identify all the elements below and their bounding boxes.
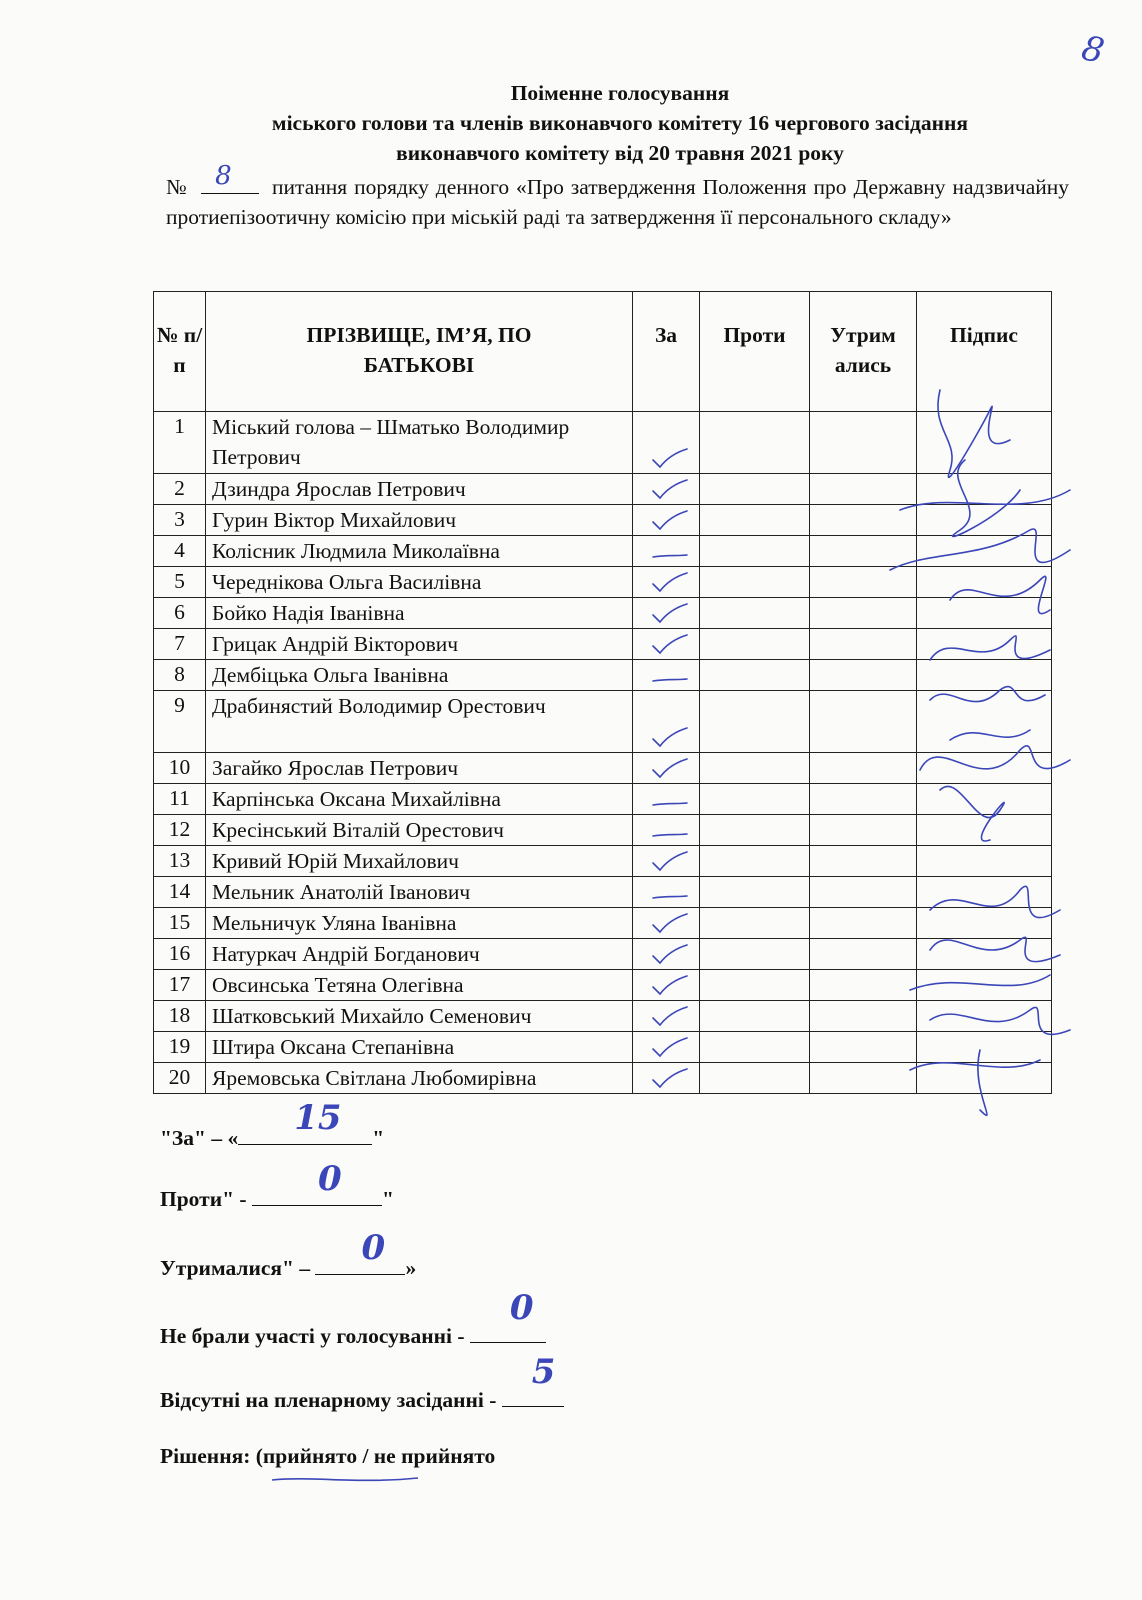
row-signature: [917, 412, 1052, 474]
row-vote-abstain: [810, 1032, 917, 1063]
row-vote-for: [633, 629, 700, 660]
table-row: [154, 536, 1052, 567]
agenda-item: [166, 161, 1070, 232]
checkmark-icon: [651, 1006, 689, 1028]
checkmark-icon: [651, 510, 689, 532]
row-signature: [917, 629, 1052, 660]
row-vote-against: [700, 1001, 810, 1032]
row-signature: [917, 970, 1052, 1001]
row-name: Кривий Юрій Михайлович: [206, 846, 633, 877]
col-header-signature: Підпис: [917, 292, 1052, 412]
table-row: [154, 784, 1052, 815]
row-number: 8: [154, 660, 206, 691]
row-signature: [917, 660, 1052, 691]
doc-subtitle: міського голови та членів виконавчого комітету 16 чергового засідання: [271, 111, 969, 135]
row-vote-against: [700, 815, 810, 846]
row-number: 17: [154, 970, 206, 1001]
table-row: [154, 1063, 1052, 1094]
row-vote-abstain: [810, 753, 917, 784]
tally-abstain-label: Утрималися" –: [160, 1256, 316, 1280]
row-vote-against: [700, 846, 810, 877]
row-signature: [917, 877, 1052, 908]
tally-against-close: ": [381, 1187, 394, 1211]
row-vote-against: [700, 567, 810, 598]
tally-against: [160, 1159, 394, 1212]
row-signature: [917, 908, 1052, 939]
checkmark-icon: [651, 603, 689, 625]
row-vote-for: [633, 846, 700, 877]
doc-title: Поіменне голосування: [510, 81, 730, 105]
page-number-handwritten: 8: [1078, 28, 1108, 72]
tally-absent-label: Відсутні на пленарному засіданні -: [160, 1388, 502, 1412]
row-vote-abstain: [810, 846, 917, 877]
vote-table: [153, 291, 1052, 1094]
table-row: [154, 474, 1052, 505]
row-vote-against: [700, 784, 810, 815]
row-vote-abstain: [810, 1063, 917, 1094]
table-row: [154, 753, 1052, 784]
tally-for-label: "За" – «: [160, 1126, 239, 1150]
row-name: Кресінський Віталій Орестович: [206, 815, 633, 846]
row-vote-against: [700, 629, 810, 660]
row-vote-abstain: [810, 598, 917, 629]
tally-absent-value: 5: [531, 1352, 556, 1392]
col-header-name: ПРІЗВИЩЕ, ІМ’Я, ПО БАТЬКОВІ: [206, 292, 633, 412]
row-number: 14: [154, 877, 206, 908]
row-vote-against: [700, 598, 810, 629]
table-row: [154, 598, 1052, 629]
tally-against-label: Проти" -: [160, 1187, 252, 1211]
table-row: [154, 412, 1052, 474]
checkmark-icon: [651, 944, 689, 966]
tally-not-voted-blank: [470, 1288, 546, 1343]
row-number: 12: [154, 815, 206, 846]
agenda-number-blank: [201, 161, 259, 194]
tally-for-close: ": [372, 1126, 385, 1150]
row-vote-abstain: [810, 908, 917, 939]
table-row: [154, 660, 1052, 691]
row-signature: [917, 815, 1052, 846]
row-name: Яремовська Світлана Любомирівна: [206, 1063, 633, 1094]
row-vote-abstain: [810, 939, 917, 970]
row-vote-against: [700, 536, 810, 567]
row-number: 9: [154, 691, 206, 753]
checkmark-icon: [651, 634, 689, 656]
row-name: Мельник Анатолій Іванович: [206, 877, 633, 908]
col-header-against: Проти: [700, 292, 810, 412]
checkmark-icon: [651, 479, 689, 501]
tally-against-blank: [252, 1159, 382, 1206]
row-name: Бойко Надія Іванівна: [206, 598, 633, 629]
row-number: 2: [154, 474, 206, 505]
row-vote-for: [633, 660, 700, 691]
tally-not-voted-label: Не брали участі у голосуванні -: [160, 1324, 470, 1348]
checkmark-icon: [651, 572, 689, 594]
row-signature: [917, 505, 1052, 536]
row-vote-against: [700, 474, 810, 505]
row-signature: [917, 536, 1052, 567]
dash-icon: [651, 665, 689, 687]
row-vote-against: [700, 691, 810, 753]
decision-underline-handwritten: [270, 1472, 420, 1486]
checkmark-icon: [651, 975, 689, 997]
row-name: Мельничук Уляна Іванівна: [206, 908, 633, 939]
row-vote-abstain: [810, 412, 917, 474]
tally-abstain-blank: [315, 1228, 405, 1275]
row-name: Овсинська Тетяна Олегівна: [206, 970, 633, 1001]
row-signature: [917, 1001, 1052, 1032]
dash-icon: [651, 789, 689, 811]
agenda-text: питання порядку денного «Про затвердження Положення про Державну надзвичайну протиепізоотичну комісію при міській раді та затвердження її персонального складу»: [166, 175, 1070, 229]
checkmark-icon: [651, 851, 689, 873]
row-vote-for: [633, 691, 700, 753]
row-vote-against: [700, 505, 810, 536]
table-row: [154, 505, 1052, 536]
row-vote-abstain: [810, 691, 917, 753]
tally-abstain-value: 0: [361, 1228, 386, 1268]
tally-absent-blank: [502, 1352, 564, 1407]
agenda-number: 8: [215, 161, 232, 191]
checkmark-icon: [651, 448, 689, 470]
row-vote-for: [633, 1032, 700, 1063]
table-row: [154, 567, 1052, 598]
tally-for-value: 15: [294, 1098, 342, 1138]
tally-not-voted: [160, 1288, 546, 1349]
col-header-for: За: [633, 292, 700, 412]
row-number: 19: [154, 1032, 206, 1063]
row-vote-against: [700, 753, 810, 784]
row-vote-abstain: [810, 536, 917, 567]
row-name: Гурин Віктор Михайлович: [206, 505, 633, 536]
doc-subtitle-date: виконавчого комітету від 20 травня 2021 року: [396, 141, 844, 165]
tally-abstain: [160, 1228, 417, 1281]
row-number: 7: [154, 629, 206, 660]
table-row: [154, 1001, 1052, 1032]
row-number: 3: [154, 505, 206, 536]
row-signature: [917, 598, 1052, 629]
tally-not-voted-value: 0: [509, 1288, 534, 1328]
row-vote-against: [700, 939, 810, 970]
row-vote-against: [700, 1032, 810, 1063]
row-number: 11: [154, 784, 206, 815]
row-vote-against: [700, 1063, 810, 1094]
row-name: Карпінська Оксана Михайлівна: [206, 784, 633, 815]
row-signature: [917, 1032, 1052, 1063]
row-vote-against: [700, 877, 810, 908]
row-vote-for: [633, 1001, 700, 1032]
tally-for-blank: [238, 1098, 372, 1145]
row-name: Череднікова Ольга Василівна: [206, 567, 633, 598]
row-signature: [917, 474, 1052, 505]
row-vote-for: [633, 784, 700, 815]
table-row: [154, 846, 1052, 877]
row-name: Міський голова – Шматько Володимир Петрович: [206, 412, 633, 474]
row-vote-for: [633, 598, 700, 629]
row-vote-for: [633, 939, 700, 970]
row-vote-abstain: [810, 970, 917, 1001]
row-vote-for: [633, 815, 700, 846]
row-vote-abstain: [810, 784, 917, 815]
row-signature: [917, 567, 1052, 598]
row-number: 6: [154, 598, 206, 629]
row-signature: [917, 846, 1052, 877]
tally-absent: [160, 1352, 564, 1413]
row-vote-for: [633, 970, 700, 1001]
row-number: 16: [154, 939, 206, 970]
table-row: [154, 939, 1052, 970]
row-vote-against: [700, 970, 810, 1001]
checkmark-icon: [651, 1068, 689, 1090]
row-vote-abstain: [810, 660, 917, 691]
row-vote-for: [633, 1063, 700, 1094]
row-name: Драбинястий Володимир Орестович: [206, 691, 633, 753]
row-vote-for: [633, 536, 700, 567]
row-vote-abstain: [810, 815, 917, 846]
row-name: Колісник Людмила Миколаївна: [206, 536, 633, 567]
row-name: Штира Оксана Степанівна: [206, 1032, 633, 1063]
row-vote-abstain: [810, 1001, 917, 1032]
checkmark-icon: [651, 758, 689, 780]
dash-icon: [651, 820, 689, 842]
row-signature: [917, 691, 1052, 753]
dash-icon: [651, 882, 689, 904]
row-signature: [917, 784, 1052, 815]
table-row: [154, 629, 1052, 660]
table-row: [154, 691, 1052, 753]
row-vote-for: [633, 567, 700, 598]
table-row: [154, 1032, 1052, 1063]
tally-against-value: 0: [317, 1159, 342, 1199]
row-vote-against: [700, 908, 810, 939]
row-number: 4: [154, 536, 206, 567]
row-signature: [917, 939, 1052, 970]
row-name: Загайко Ярослав Петрович: [206, 753, 633, 784]
agenda-prefix: №: [166, 175, 189, 199]
decision-line: Рішення: (прийнято / не прийнято: [160, 1444, 496, 1468]
row-name: Дзиндра Ярослав Петрович: [206, 474, 633, 505]
row-number: 5: [154, 567, 206, 598]
row-name: Шатковський Михайло Семенович: [206, 1001, 633, 1032]
row-vote-abstain: [810, 567, 917, 598]
row-name: Натуркач Андрій Богданович: [206, 939, 633, 970]
tally-abstain-close: »: [405, 1256, 417, 1280]
table-row: [154, 970, 1052, 1001]
table-row: [154, 908, 1052, 939]
checkmark-icon: [651, 913, 689, 935]
row-number: 20: [154, 1063, 206, 1094]
row-vote-against: [700, 660, 810, 691]
row-vote-against: [700, 412, 810, 474]
row-vote-abstain: [810, 877, 917, 908]
dash-icon: [651, 541, 689, 563]
row-signature: [917, 1063, 1052, 1094]
col-header-num: № п/п: [154, 292, 206, 412]
vote-table-header: [154, 292, 1052, 412]
row-signature: [917, 753, 1052, 784]
row-vote-for: [633, 908, 700, 939]
row-number: 1: [154, 412, 206, 474]
row-vote-for: [633, 877, 700, 908]
row-vote-for: [633, 474, 700, 505]
row-vote-for: [633, 505, 700, 536]
row-name: Грицак Андрій Вікторович: [206, 629, 633, 660]
row-vote-abstain: [810, 505, 917, 536]
checkmark-icon: [651, 1037, 689, 1059]
row-number: 13: [154, 846, 206, 877]
row-number: 18: [154, 1001, 206, 1032]
row-number: 15: [154, 908, 206, 939]
row-vote-for: [633, 753, 700, 784]
row-vote-for: [633, 412, 700, 474]
tally-for: [160, 1098, 385, 1151]
row-vote-abstain: [810, 629, 917, 660]
table-row: [154, 877, 1052, 908]
checkmark-icon: [651, 727, 689, 749]
col-header-abstain: Утрим ались: [810, 292, 917, 412]
table-row: [154, 815, 1052, 846]
row-number: 10: [154, 753, 206, 784]
row-vote-abstain: [810, 474, 917, 505]
row-name: Дембіцька Ольга Іванівна: [206, 660, 633, 691]
